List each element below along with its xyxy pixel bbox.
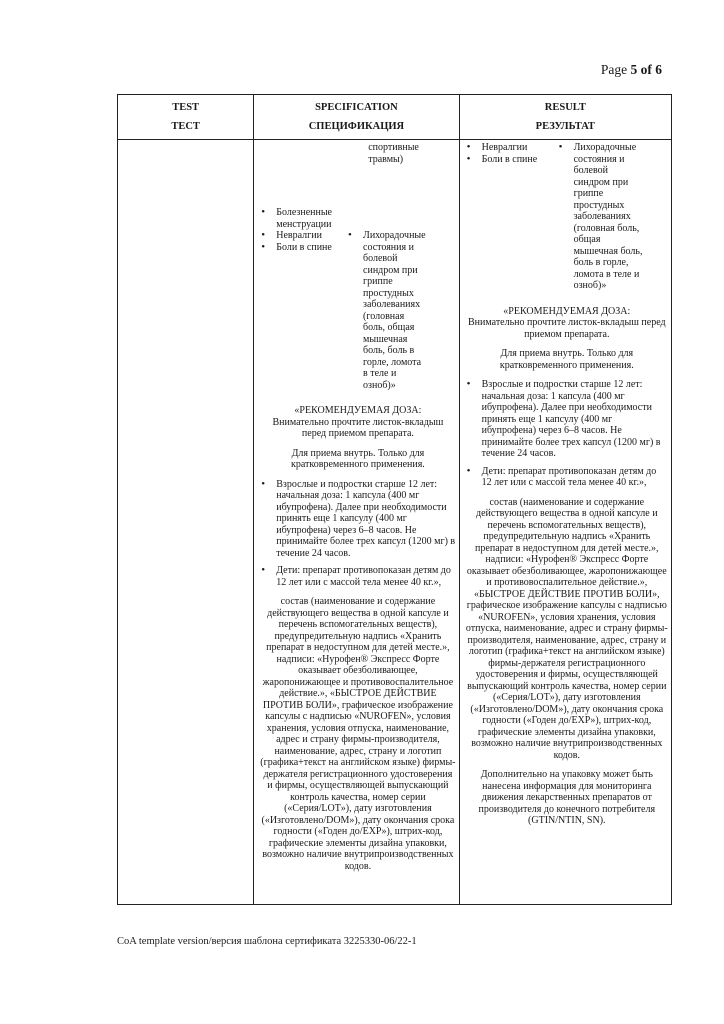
spec-continuation: спортивные травмы) [368, 142, 419, 165]
header-specification: SPECIFICATION СПЕЦИФИКАЦИЯ [254, 95, 459, 140]
header-test: TEST ТЕСТ [118, 95, 254, 140]
list-item: • Невралгии [260, 230, 347, 242]
list-item: • Боли в спине [466, 154, 558, 166]
spec-children-dose: • Дети: препарат противопоказан детям до 12 лет или с массой тела менее 40 кг.», [260, 565, 455, 588]
header-result: RESULT РЕЗУЛЬТАТ [459, 95, 671, 140]
result-dose-title: «РЕКОМЕНДУЕМАЯ ДОЗА: [503, 305, 631, 317]
result-adults-dose: • Взрослые и подростки старше 12 лет: начальная доза: 1 капсула (400 мг ибупрофена). Далее при необходимости принять еще 1 капсулу (400 мг ибупрофена) через 6–8 часов. Не принимайте более трех капсул (1200 мг) в течение 24 часов. [466, 379, 668, 460]
list-item: • Невралгии [466, 142, 558, 154]
result-cell [459, 140, 671, 905]
list-item: • Лихорадочные состояния и болевой синдром при гриппе простудных заболеваниях (головная боль, общая мышечная боль, боль в горле, ломота в теле и озноб)» [347, 230, 456, 391]
result-children-dose: • Дети: препарат противопоказан детям до 12 лет или с массой тела менее 40 кг.», [466, 466, 668, 489]
spec-indication-list [260, 207, 455, 230]
result-packaging-text: состав (наименование и содержание действующего вещества в одной капсуле и перечень вспомогательных веществ), предупредительную надпись «Хранить препарат в недоступном для детей месте.», надписи: «Нурофен® Экспресс Форте оказывает обезболивающее, жаропонижающее и противовоспалительное действие.», «БЫСТРОЕ ДЕЙСТВИЕ ПРОТИВ БОЛИ», графическое изображение капсулы с надписью «NUROFEN», условия хранения, условия отпуска, наименование, адрес и страну фирмы-производителя, наименование, адрес, страну и логотип (графика+текст на английском языке) фирмы-держателя регистрационного удостоверения и фирмы, осуществляющей выпускающий контроль качества, номер серии («Серия/LOT»), дату изготовления («Изготовлено/DOM»), дату окончания срока годности («Годен до/EXP»), штрих-код, графические элементы дизайна упаковки, возможно наличие внутрипроизводственных кодов. [465, 496, 668, 761]
list-item: • Болезненные менструации [260, 207, 366, 230]
spec-packaging-text: состав (наименование и содержание действующего вещества в одной капсуле и перечень вспомогательных веществ), предупредительную надпись «Хранить препарат в недоступном для детей месте.», надписи: «Нурофен® Экспресс Форте оказывает обезболивающее, жаропонижающее и противовоспалительное действие.», «БЫСТРОЕ ДЕЙСТВИЕ ПРОТИВ БОЛИ», графическое изображение капсулы с надписью «NUROFEN», условия хранения, условия отпуска, наименование, адрес и страну фирмы-производителя, наименование, адрес, страну и логотип (графика+текст на английском языке) фирмы-держателя регистрационного удостоверения и фирмы, осуществляющей выпускающий контроль качества, номер серии («Серия/LOT»), дату изготовления («Изготовлено/DOM»), дату окончания срока годности («Годен до/EXP»), штрих-код, графические элементы дизайна упаковки, возможно наличие внутрипроизводственных кодов. [260, 596, 456, 872]
specification-table [117, 94, 672, 905]
result-monitoring-text: Дополнительно на упаковку может быть нанесена информация для мониторинга движения лекарственных препаратов от производителя до конечного потребителя (GTIN/NTIN, SN). [478, 769, 656, 826]
list-item: • Боли в спине [260, 242, 347, 254]
list-item: • Лихорадочные состояния и болевой синдром при гриппе простудных заболеваниях (головная боль, общая мышечная боль, боль в горле, ломота в теле и озноб)» [558, 142, 668, 292]
test-cell [118, 140, 254, 905]
page-number: Page 5 of 6 [600, 62, 662, 77]
result-dose-read: Внимательно прочтите листок-вкладыш перед приемом препарата. [468, 317, 666, 340]
table-header-row [118, 95, 672, 140]
specification-cell [254, 140, 459, 905]
spec-dose-title: «РЕКОМЕНДУЕМАЯ ДОЗА: [294, 405, 422, 416]
table-row [118, 140, 672, 905]
result-dose-oral: Для приема внутрь. Только для кратковременного применения. [499, 348, 634, 371]
footer-template-version: CoA template version/версия шаблона сертификата 3225330-06/22-1 [117, 936, 417, 947]
spec-dose-oral: Для приема внутрь. Только для кратковременного применения. [291, 447, 425, 470]
spec-dose-read: Внимательно прочтите листок-вкладыш перед приемом препарата. [272, 416, 444, 439]
spec-adults-dose: • Взрослые и подростки старше 12 лет: начальная доза: 1 капсула (400 мг ибупрофена). Далее при необходимости принять еще 1 капсулу (400 мг ибупрофена) через 6–8 часов. Не принимайте более трех капсул (1200 мг) в течение 24 часов. [260, 479, 455, 560]
